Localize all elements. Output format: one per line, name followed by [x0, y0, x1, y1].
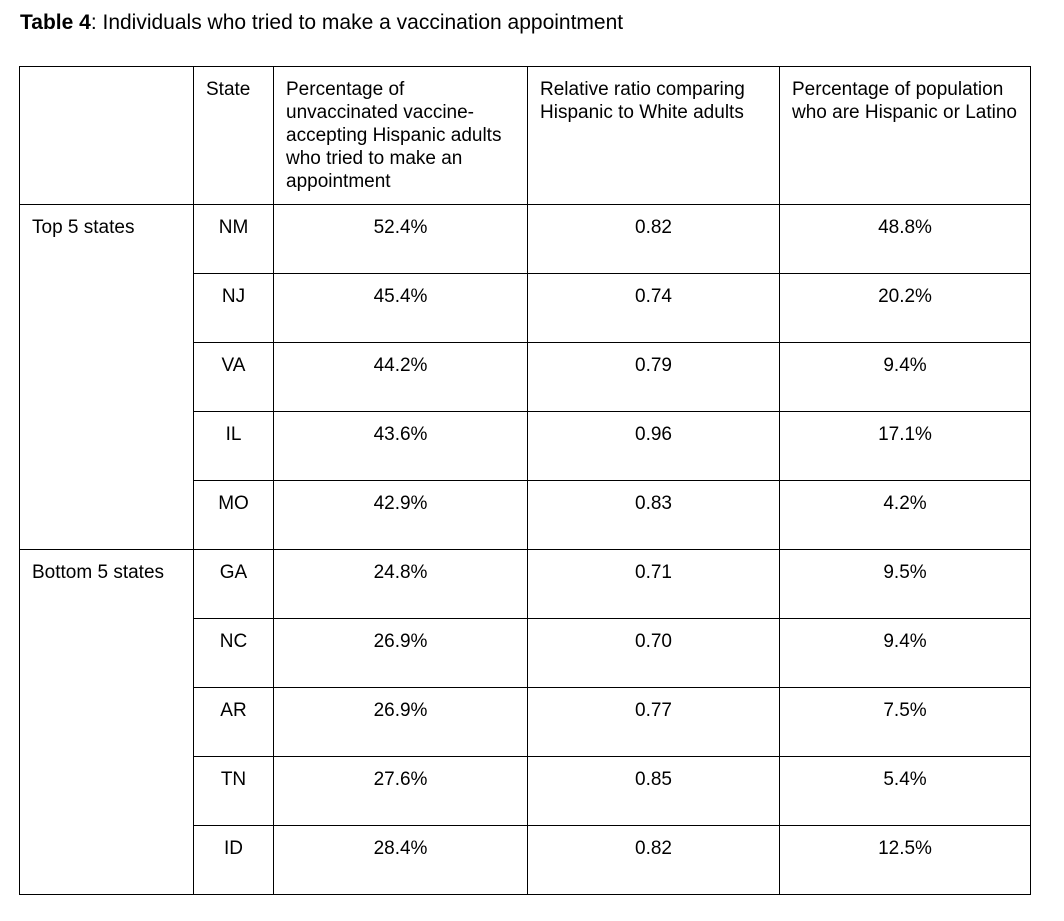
col-header-state: State — [194, 67, 274, 205]
state-cell: IL — [194, 412, 274, 481]
pct-tried-cell: 44.2% — [274, 343, 528, 412]
pct-tried-cell: 52.4% — [274, 205, 528, 274]
state-cell: AR — [194, 688, 274, 757]
ratio-cell: 0.82 — [528, 205, 780, 274]
col-header-ratio: Relative ratio comparing Hispanic to White adults — [528, 67, 780, 205]
pct-population-cell: 12.5% — [780, 826, 1031, 895]
state-cell: NJ — [194, 274, 274, 343]
ratio-cell: 0.77 — [528, 688, 780, 757]
row-group-cell-top5: Top 5 states — [20, 205, 194, 550]
table-caption-text: : Individuals who tried to make a vaccination appointment — [90, 11, 624, 34]
table-header-row — [20, 67, 1031, 205]
table-row — [20, 550, 1031, 619]
pct-tried-cell: 27.6% — [274, 757, 528, 826]
pct-population-cell: 9.5% — [780, 550, 1031, 619]
ratio-cell: 0.96 — [528, 412, 780, 481]
col-header-group — [20, 67, 194, 205]
pct-tried-cell: 43.6% — [274, 412, 528, 481]
pct-population-cell: 48.8% — [780, 205, 1031, 274]
ratio-cell: 0.71 — [528, 550, 780, 619]
state-cell: MO — [194, 481, 274, 550]
ratio-cell: 0.83 — [528, 481, 780, 550]
col-header-pct-tried: Percentage of unvaccinated vaccine-accepting Hispanic adults who tried to make an appointment — [274, 67, 528, 205]
state-cell: ID — [194, 826, 274, 895]
pct-tried-cell: 24.8% — [274, 550, 528, 619]
ratio-cell: 0.79 — [528, 343, 780, 412]
table-row — [20, 205, 1031, 274]
pct-population-cell: 4.2% — [780, 481, 1031, 550]
state-cell: GA — [194, 550, 274, 619]
ratio-cell: 0.70 — [528, 619, 780, 688]
pct-population-cell: 5.4% — [780, 757, 1031, 826]
table-caption-label: Table 4 — [20, 11, 91, 34]
pct-tried-cell: 42.9% — [274, 481, 528, 550]
pct-population-cell: 9.4% — [780, 343, 1031, 412]
state-cell: NC — [194, 619, 274, 688]
col-header-pct-population: Percentage of population who are Hispanic or Latino — [780, 67, 1031, 205]
ratio-cell: 0.82 — [528, 826, 780, 895]
state-cell: NM — [194, 205, 274, 274]
pct-tried-cell: 26.9% — [274, 619, 528, 688]
state-cell: TN — [194, 757, 274, 826]
pct-tried-cell: 28.4% — [274, 826, 528, 895]
ratio-cell: 0.74 — [528, 274, 780, 343]
vaccination-appointment-table — [19, 66, 1031, 895]
row-group-cell-bottom5: Bottom 5 states — [20, 550, 194, 895]
pct-population-cell: 7.5% — [780, 688, 1031, 757]
state-cell: VA — [194, 343, 274, 412]
table-caption — [20, 10, 1064, 35]
pct-tried-cell: 26.9% — [274, 688, 528, 757]
ratio-cell: 0.85 — [528, 757, 780, 826]
pct-population-cell: 9.4% — [780, 619, 1031, 688]
pct-tried-cell: 45.4% — [274, 274, 528, 343]
pct-population-cell: 17.1% — [780, 412, 1031, 481]
pct-population-cell: 20.2% — [780, 274, 1031, 343]
